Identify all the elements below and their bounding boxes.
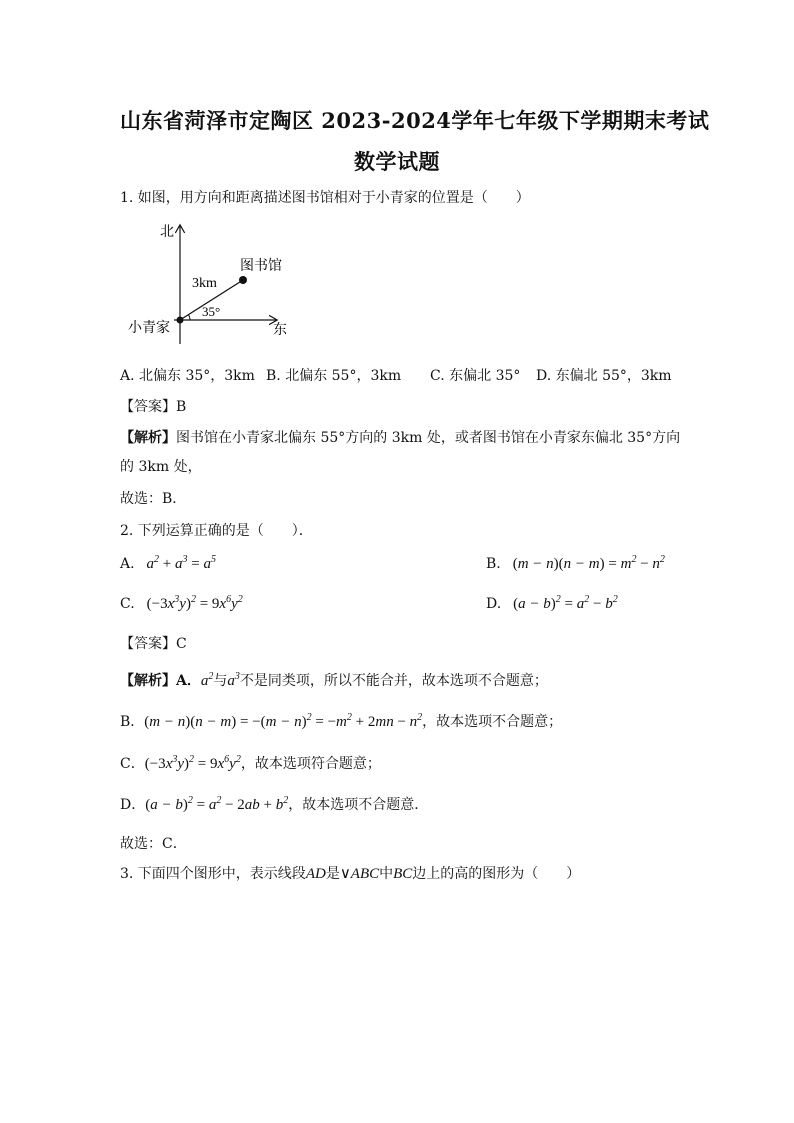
library-point	[239, 276, 247, 284]
q2-option-b	[486, 556, 665, 573]
analysis-text: 图书馆在小青家北偏东 55°方向的 3km 处，或者图书馆在小青家东偏北 35°方向	[176, 430, 681, 446]
north-label: 北	[160, 225, 174, 240]
triangle-abc: ∨ABC	[339, 866, 380, 882]
origin-label: 小青家	[128, 321, 170, 336]
segment-ad: AD	[305, 866, 326, 882]
formula-c: $(-3x^3y)^2 = 9x^6y^2$	[146, 594, 243, 612]
page-subtitle: 数学试题	[354, 149, 440, 174]
analysis-text: ，故本选项不合题意；	[422, 714, 563, 730]
q2-conclusion: 故选：C．	[120, 836, 187, 852]
q2-option-c	[120, 596, 243, 613]
q3-stem	[120, 863, 580, 883]
option-label: C.	[120, 596, 135, 612]
formula-b-expansion: $(m - n)(n - m) = -(m - n)^2 = -m^2 + 2mn - n^2$	[144, 712, 423, 730]
side-bc: BC	[393, 866, 413, 882]
q1-answer: 【答案】B	[120, 399, 187, 415]
q1-conclusion: 故选：B．	[120, 491, 187, 507]
formula-d: $(a - b)^2 = a^2 - b^2$	[513, 594, 618, 612]
formula-c-expansion: $(-3x^3y)^2 = 9x^6y^2$	[144, 754, 241, 772]
angle-label: 35°	[202, 304, 221, 319]
page-title: 山东省菏泽市定陶区 2023-2024学年七年级下学期期末考试	[120, 108, 710, 133]
q2-analysis-c	[120, 753, 381, 773]
q3-stem-pre: 3. 下面四个图形中，表示线段	[120, 866, 306, 882]
q1-option-b: B. 北偏东 55°，3km	[266, 368, 402, 384]
q1-analysis-line2: 的 3km 处，	[120, 459, 202, 475]
formula-d-expansion: $(a - b)^2 = a^2 - 2ab + b^2$	[145, 795, 289, 813]
q2-stem: 2. 下列运算正确的是（ ）．	[120, 523, 313, 539]
q2-answer: 【答案】C	[120, 636, 187, 652]
q2-analysis-b	[120, 711, 562, 731]
analysis-text: ，故本选项不合题意．	[288, 797, 429, 813]
q3-stem-post: 边上的高的图形为（ ）	[412, 866, 581, 882]
analysis-label: 【解析】A．	[120, 673, 201, 689]
q2-analysis-d	[120, 794, 428, 814]
analysis-label: B．	[120, 714, 145, 730]
q1-analysis-line1	[120, 427, 680, 447]
q1-option-c: C. 东偏北 35°	[430, 368, 521, 384]
q1-option-a: A. 北偏东 35°，3km	[120, 368, 255, 384]
q2-option-a	[120, 556, 216, 573]
option-label: B.	[486, 556, 501, 572]
formula-a2: $a^2$	[200, 671, 214, 689]
analysis-label: C．	[120, 756, 145, 772]
formula-b: $(m - n)(n - m) = m^2 - n^2$	[512, 554, 665, 572]
q1-stem: 1. 如图，用方向和距离描述图书馆相对于小青家的位置是（ ）	[120, 190, 530, 206]
analysis-label: D．	[120, 797, 146, 813]
option-label: D.	[486, 596, 502, 612]
origin-point	[177, 317, 184, 324]
q3-stem-mid1: 是	[325, 866, 340, 882]
q3-stem-mid2: 中	[379, 866, 394, 882]
option-label: A.	[120, 556, 135, 572]
analysis-text: 不是同类项，所以不能合并，故本选项不合题意；	[239, 673, 548, 689]
distance-label: 3km	[192, 276, 217, 291]
angle-arc	[188, 315, 190, 320]
q1-option-d: D. 东偏北 55°，3km	[536, 368, 672, 384]
analysis-label: 【解析】	[120, 430, 176, 446]
east-label: 东	[273, 323, 287, 338]
q2-option-d	[486, 596, 618, 613]
formula-a: $a^2 + a^3 = a^5$	[139, 554, 216, 572]
formula-a3: $a^3$	[227, 671, 240, 689]
q2-analysis-a	[120, 670, 548, 690]
library-label: 图书馆	[240, 259, 282, 274]
analysis-text: ，故本选项符合题意；	[240, 756, 381, 772]
analysis-connector: 与	[213, 673, 228, 689]
direction-diagram	[120, 218, 300, 346]
